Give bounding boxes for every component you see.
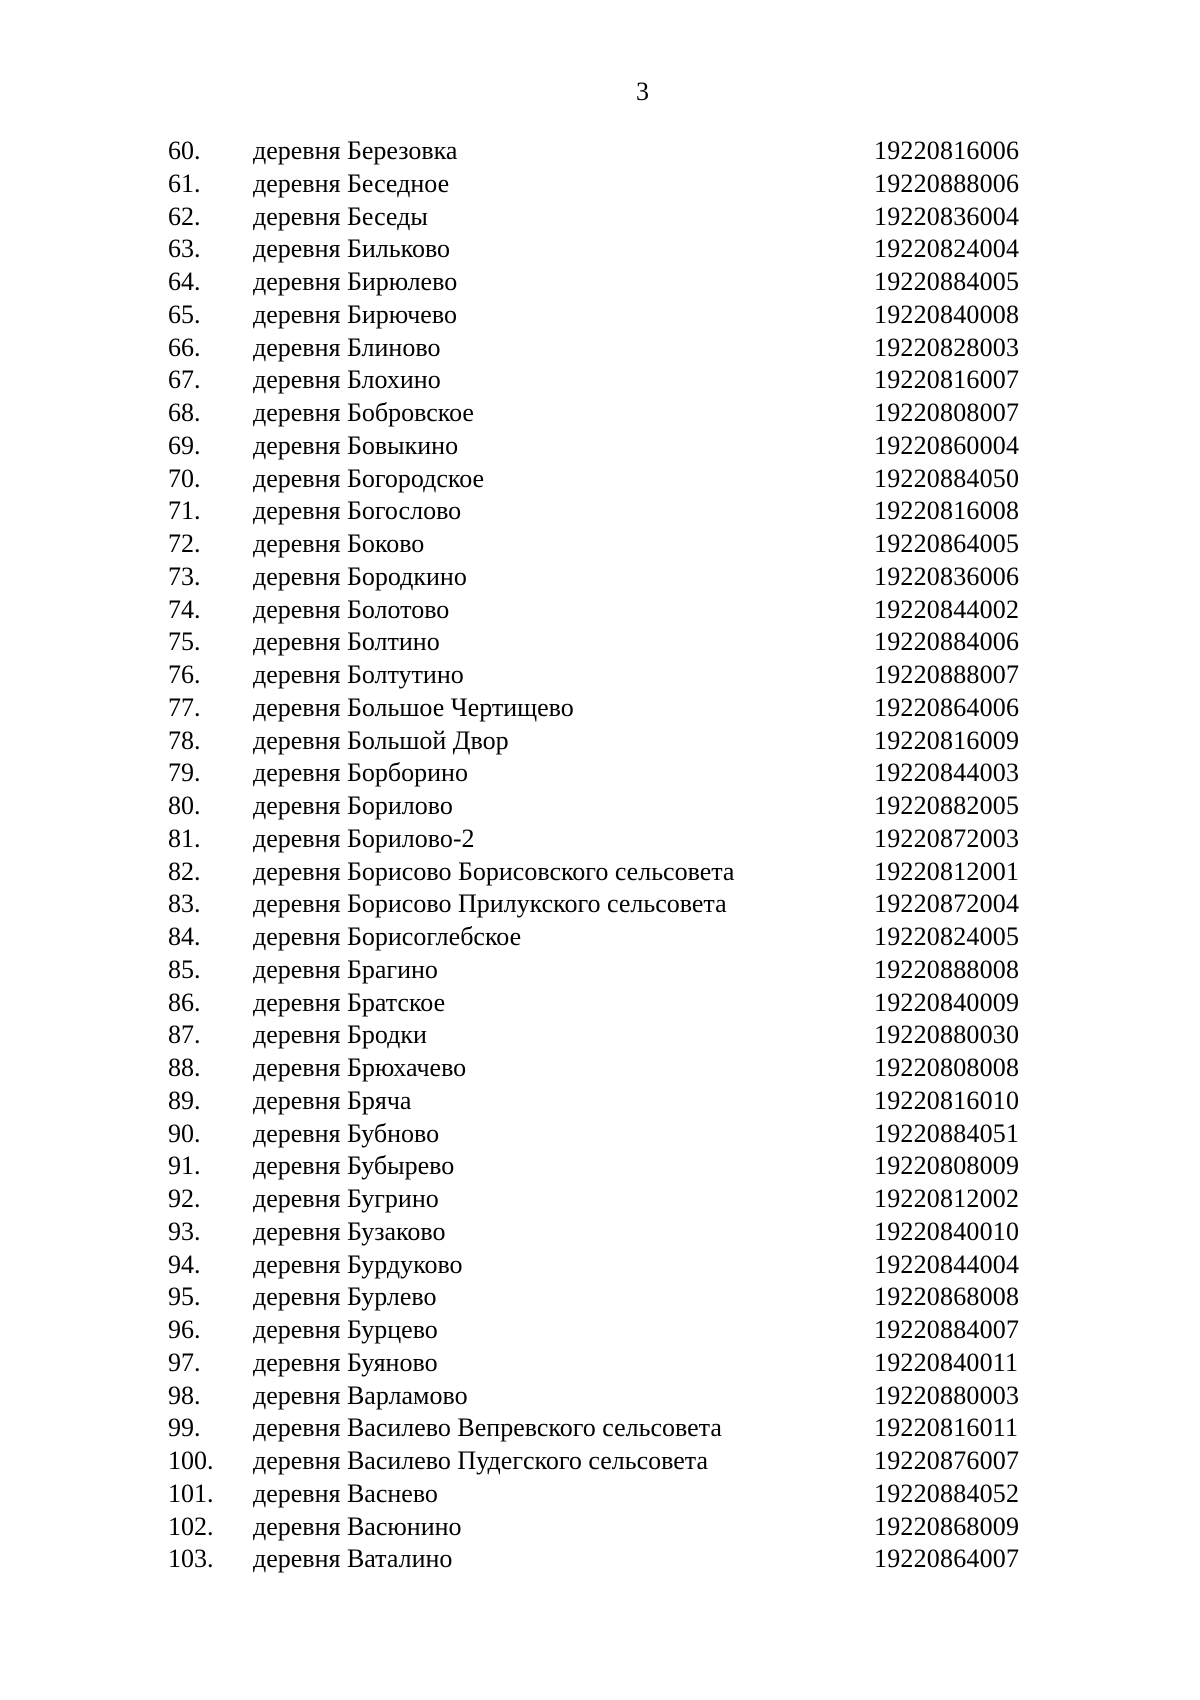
item-number: 75.: [168, 627, 201, 657]
settlement-name: деревня Боково: [253, 529, 425, 558]
item-number: 103.: [168, 1544, 214, 1574]
item-number: 84.: [168, 922, 201, 951]
list-item: [0, 757, 1200, 790]
oktmo-code: 19220884052: [874, 1478, 1020, 1508]
settlement-name: деревня Бурлево: [253, 1282, 437, 1312]
settlement-name: деревня Василево Вепревского сельсовета: [253, 1413, 722, 1443]
oktmo-code: 19220864007: [874, 1544, 1020, 1574]
oktmo-code: 19220836004: [874, 201, 1020, 231]
oktmo-code: 19220884007: [874, 1315, 1020, 1344]
oktmo-code: 19220808007: [874, 398, 1020, 427]
oktmo-code: 19220844003: [874, 758, 1020, 788]
settlement-name: деревня Богородское: [253, 463, 485, 493]
item-number: 85.: [168, 954, 201, 984]
item-number: 93.: [168, 1216, 201, 1246]
oktmo-code: 19220860004: [874, 430, 1020, 460]
item-number: 61.: [168, 168, 201, 198]
item-number: 79.: [168, 758, 201, 788]
settlement-name: деревня Блиново: [253, 332, 441, 362]
item-number: 101.: [168, 1478, 214, 1508]
item-number: 88.: [168, 1053, 201, 1082]
oktmo-code: 19220840010: [874, 1216, 1020, 1246]
item-number: 67.: [168, 365, 201, 395]
oktmo-code: 19220824005: [874, 922, 1020, 951]
oktmo-code: 19220836006: [874, 561, 1020, 591]
settlement-name: деревня Большой Двор: [253, 725, 509, 755]
oktmo-code: 19220868008: [874, 1282, 1020, 1312]
settlement-name: деревня Беседное: [253, 168, 450, 198]
item-number: 62.: [168, 201, 201, 231]
settlement-name: деревня Блохино: [253, 365, 441, 395]
settlement-name: деревня Брагино: [253, 954, 438, 984]
list-item: [0, 1314, 1200, 1347]
oktmo-code: 19220884051: [874, 1118, 1020, 1148]
settlement-name: деревня Бирюлево: [253, 267, 458, 296]
item-number: 69.: [168, 430, 201, 460]
settlement-name: деревня Болтино: [253, 627, 440, 657]
item-number: 87.: [168, 1020, 201, 1050]
settlement-name: деревня Буяново: [253, 1347, 438, 1377]
list-item: [0, 725, 1200, 758]
item-number: 78.: [168, 725, 201, 755]
oktmo-code: 19220884006: [874, 627, 1020, 657]
item-number: 83.: [168, 889, 201, 919]
settlement-name: деревня Борборино: [253, 758, 468, 788]
list-item: [0, 1118, 1200, 1151]
settlement-name: деревня Бугрино: [253, 1184, 439, 1213]
item-number: 68.: [168, 398, 201, 427]
list-item: [0, 561, 1200, 594]
item-number: 95.: [168, 1282, 201, 1312]
list-item: [0, 430, 1200, 463]
list-item: [0, 823, 1200, 856]
list-item: [0, 1478, 1200, 1511]
settlement-name: деревня Бовыкино: [253, 430, 459, 460]
item-number: 82.: [168, 856, 201, 886]
list-item: [0, 495, 1200, 528]
item-number: 70.: [168, 463, 201, 493]
list-item: [0, 135, 1200, 168]
oktmo-code: 19220816007: [874, 365, 1020, 395]
oktmo-code: 19220840008: [874, 299, 1020, 329]
list-item: [0, 1281, 1200, 1314]
list-item: [0, 233, 1200, 266]
settlement-name: деревня Борисоглебское: [253, 922, 522, 951]
list-item: [0, 659, 1200, 692]
item-number: 99.: [168, 1413, 201, 1443]
list-item: [0, 626, 1200, 659]
settlement-list: [0, 135, 1200, 1576]
item-number: 73.: [168, 561, 201, 591]
settlement-name: деревня Варламово: [253, 1380, 468, 1410]
item-number: 76.: [168, 660, 201, 689]
item-number: 100.: [168, 1446, 214, 1475]
list-item: [0, 397, 1200, 430]
settlement-name: деревня Васюнино: [253, 1511, 462, 1541]
item-number: 91.: [168, 1151, 201, 1181]
list-item: [0, 168, 1200, 201]
settlement-name: деревня Болотово: [253, 594, 450, 624]
oktmo-code: 19220884050: [874, 463, 1020, 493]
oktmo-code: 19220840011: [874, 1347, 1019, 1377]
item-number: 66.: [168, 332, 201, 362]
oktmo-code: 19220828003: [874, 332, 1020, 362]
item-number: 64.: [168, 267, 201, 296]
settlement-name: деревня Бобровское: [253, 398, 474, 427]
list-item: [0, 1085, 1200, 1118]
settlement-name: деревня Бурцево: [253, 1315, 438, 1344]
list-item: [0, 1183, 1200, 1216]
list-item: [0, 1347, 1200, 1380]
oktmo-code: 19220888008: [874, 954, 1020, 984]
oktmo-code: 19220888007: [874, 660, 1020, 689]
list-item: [0, 921, 1200, 954]
oktmo-code: 19220808009: [874, 1151, 1020, 1181]
settlement-name: деревня Большое Чертищево: [253, 692, 574, 722]
settlement-name: деревня Богослово: [253, 496, 462, 526]
oktmo-code: 19220840009: [874, 987, 1020, 1017]
list-item: [0, 332, 1200, 365]
list-item: [0, 299, 1200, 332]
settlement-name: деревня Брюхачево: [253, 1053, 467, 1082]
list-item: [0, 1511, 1200, 1544]
oktmo-code: 19220884005: [874, 267, 1020, 296]
oktmo-code: 19220880030: [874, 1020, 1020, 1050]
settlement-name: деревня Борисово Борисовского сельсовета: [253, 856, 735, 886]
list-item: [0, 1216, 1200, 1249]
item-number: 92.: [168, 1184, 201, 1213]
item-number: 72.: [168, 529, 201, 558]
oktmo-code: 19220844002: [874, 594, 1020, 624]
list-item: [0, 1052, 1200, 1085]
list-item: [0, 266, 1200, 299]
settlement-name: деревня Василево Пудегского сельсовета: [253, 1446, 708, 1475]
settlement-name: деревня Болтутино: [253, 660, 464, 689]
list-item: [0, 1380, 1200, 1413]
list-item: [0, 1150, 1200, 1183]
list-item: [0, 463, 1200, 496]
list-item: [0, 856, 1200, 889]
settlement-name: деревня Бильково: [253, 234, 451, 264]
settlement-name: деревня Бирючево: [253, 299, 457, 329]
settlement-name: деревня Беседы: [253, 201, 428, 231]
item-number: 86.: [168, 987, 201, 1017]
oktmo-code: 19220812002: [874, 1184, 1020, 1213]
item-number: 77.: [168, 692, 201, 722]
item-number: 81.: [168, 823, 201, 853]
oktmo-code: 19220864006: [874, 692, 1020, 722]
list-item: [0, 364, 1200, 397]
item-number: 90.: [168, 1118, 201, 1148]
item-number: 97.: [168, 1347, 201, 1377]
oktmo-code: 19220844004: [874, 1249, 1020, 1279]
list-item: [0, 888, 1200, 921]
settlement-name: деревня Ваталино: [253, 1544, 453, 1574]
list-item: [0, 790, 1200, 823]
oktmo-code: 19220816008: [874, 496, 1020, 526]
list-item: [0, 1543, 1200, 1576]
item-number: 74.: [168, 594, 201, 624]
oktmo-code: 19220816011: [874, 1413, 1019, 1443]
settlement-name: деревня Бродки: [253, 1020, 427, 1050]
list-item: [0, 594, 1200, 627]
settlement-name: деревня Братское: [253, 987, 446, 1017]
page-number: 3: [636, 77, 649, 106]
settlement-name: деревня Бряча: [253, 1085, 412, 1115]
oktmo-code: 19220888006: [874, 168, 1020, 198]
settlement-name: деревня Борилово-2: [253, 823, 475, 853]
oktmo-code: 19220868009: [874, 1511, 1020, 1541]
list-item: [0, 528, 1200, 561]
settlement-name: деревня Бубново: [253, 1118, 440, 1148]
oktmo-code: 19220824004: [874, 234, 1020, 264]
item-number: 63.: [168, 234, 201, 264]
item-number: 80.: [168, 791, 201, 820]
oktmo-code: 19220808008: [874, 1053, 1020, 1082]
item-number: 60.: [168, 136, 201, 165]
settlement-name: деревня Березовка: [253, 136, 458, 165]
settlement-name: деревня Борисово Прилукского сельсовета: [253, 889, 727, 919]
item-number: 98.: [168, 1380, 201, 1410]
list-item: [0, 692, 1200, 725]
oktmo-code: 19220882005: [874, 791, 1020, 820]
item-number: 71.: [168, 496, 201, 526]
list-item: [0, 1249, 1200, 1282]
oktmo-code: 19220872003: [874, 823, 1020, 853]
item-number: 94.: [168, 1249, 201, 1279]
oktmo-code: 19220880003: [874, 1380, 1020, 1410]
settlement-name: деревня Борилово: [253, 791, 453, 820]
list-item: [0, 1445, 1200, 1478]
settlement-name: деревня Бородкино: [253, 561, 467, 591]
settlement-name: деревня Бурдуково: [253, 1249, 463, 1279]
oktmo-code: 19220872004: [874, 889, 1020, 919]
list-item: [0, 201, 1200, 234]
list-item: [0, 987, 1200, 1020]
list-item: [0, 1019, 1200, 1052]
list-item: [0, 954, 1200, 987]
oktmo-code: 19220876007: [874, 1446, 1020, 1475]
settlement-name: деревня Бузаково: [253, 1216, 446, 1246]
oktmo-code: 19220816009: [874, 725, 1020, 755]
item-number: 102.: [168, 1511, 214, 1541]
oktmo-code: 19220816010: [874, 1085, 1020, 1115]
settlement-name: деревня Бубырево: [253, 1151, 455, 1181]
item-number: 96.: [168, 1315, 201, 1344]
settlement-name: деревня Васнево: [253, 1478, 438, 1508]
oktmo-code: 19220812001: [874, 856, 1020, 886]
list-item: [0, 1412, 1200, 1445]
oktmo-code: 19220816006: [874, 136, 1020, 165]
oktmo-code: 19220864005: [874, 529, 1020, 558]
item-number: 89.: [168, 1085, 201, 1115]
item-number: 65.: [168, 299, 201, 329]
